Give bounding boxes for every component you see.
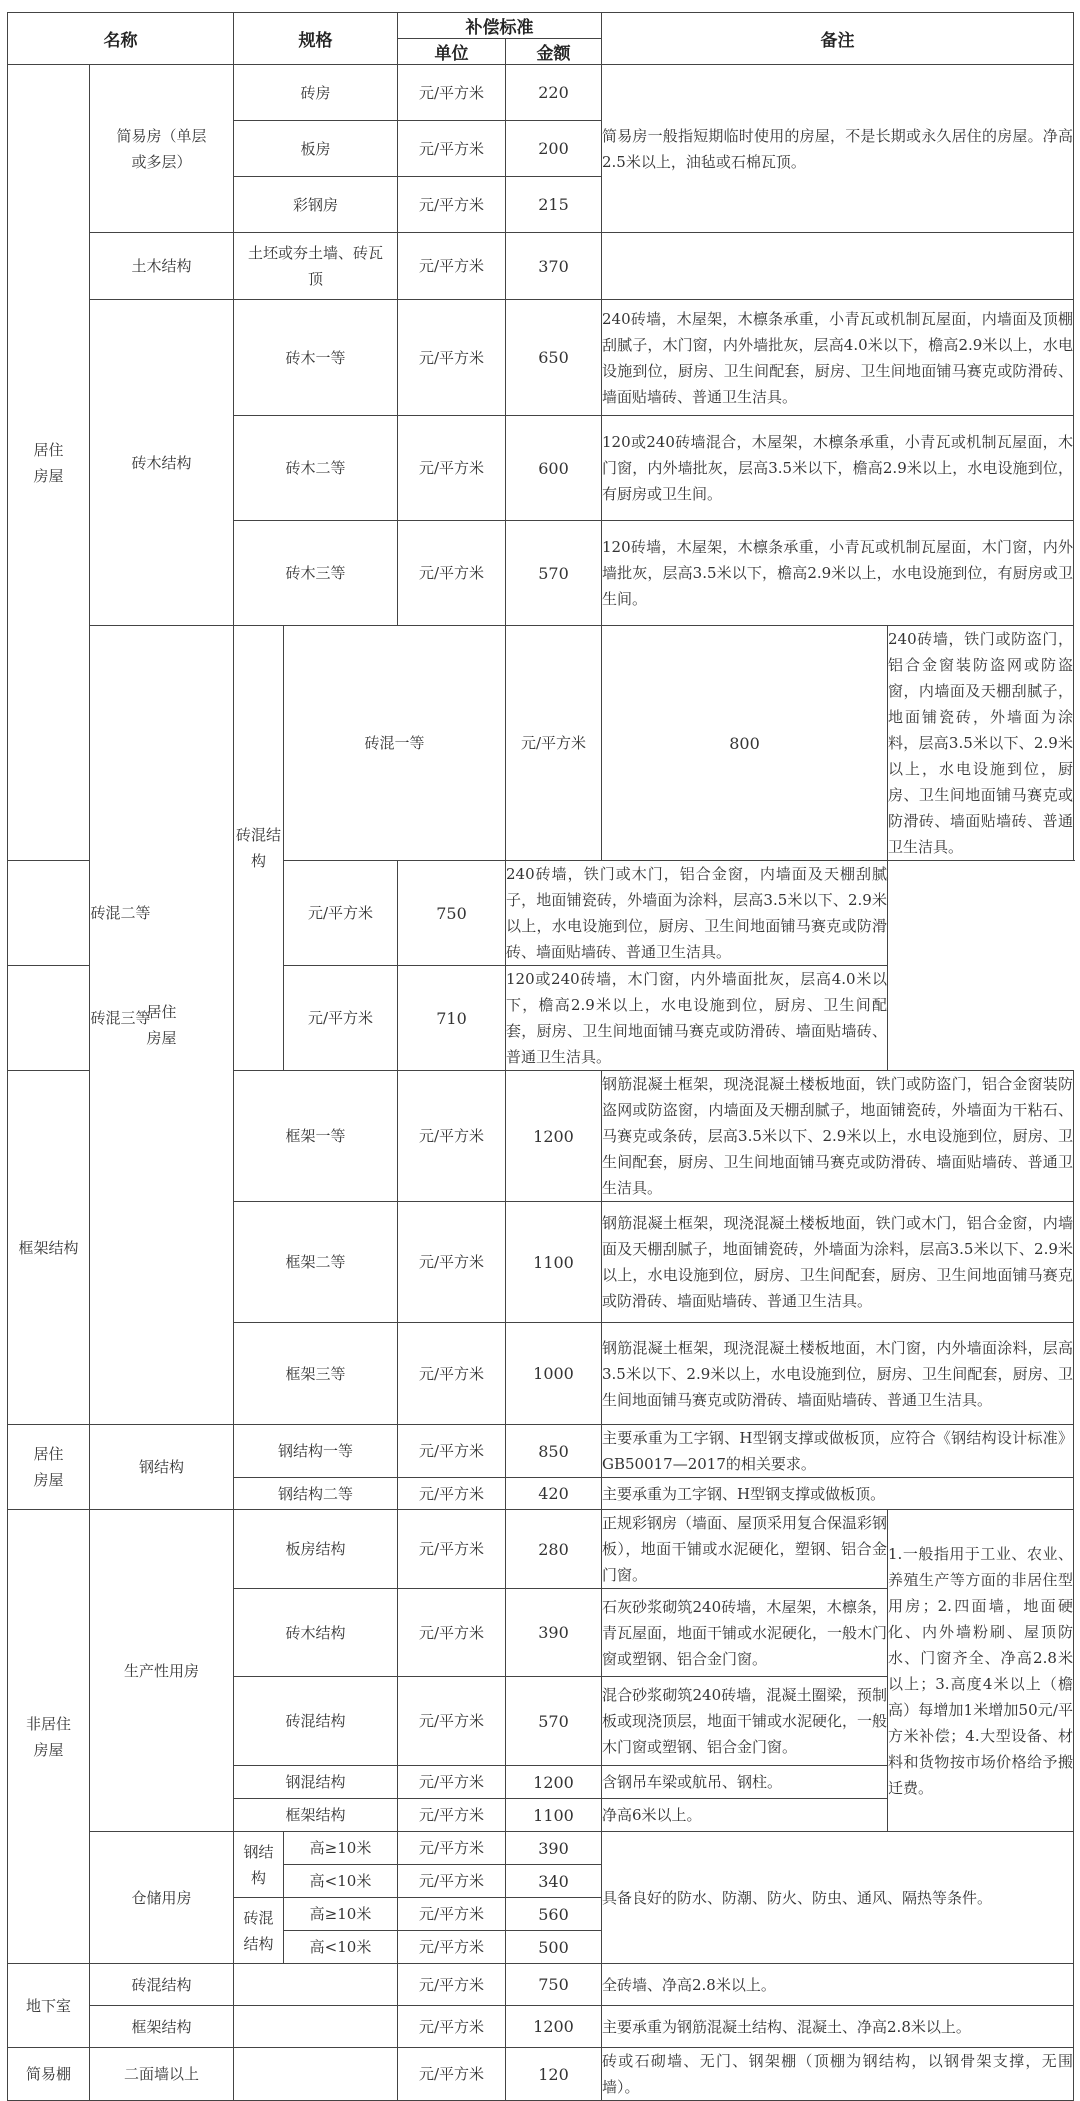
structure-cell: 砖混结构 (234, 1898, 284, 1964)
category-cell: 居住房屋 (8, 65, 90, 861)
table-row (8, 65, 1074, 121)
remark-cell: 正规彩钢房（墙面、屋顶采用复合保温彩钢板），地面干铺或水泥硬化，塑钢、铝合金门窗。 (602, 1510, 888, 1589)
spec-cell: 框架一等 (234, 1071, 398, 1202)
unit-cell: 元/平方米 (398, 1898, 506, 1931)
category-cell: 地下室 (8, 1964, 90, 2048)
spec-cell (234, 1964, 398, 2006)
structure-cell: 钢结构 (234, 1832, 284, 1898)
amount-cell: 390 (506, 1832, 602, 1865)
type-cell: 框架结构 (90, 2006, 234, 2048)
type-cell: 框架结构 (8, 1071, 90, 1425)
unit-cell: 元/平方米 (284, 861, 398, 966)
remark-cell: 含钢吊车梁或航吊、钢柱。 (602, 1766, 888, 1799)
unit-cell: 元/平方米 (398, 1931, 506, 1964)
remark-cell: 全砖墙、净高2.8米以上。 (602, 1964, 1074, 2006)
spec-cell (234, 2048, 398, 2101)
height-cell: 高≥10米 (284, 1898, 398, 1931)
unit-cell: 元/平方米 (506, 626, 602, 861)
amount-cell: 370 (506, 233, 602, 300)
amount-cell: 420 (506, 1478, 602, 1510)
header-remark: 备注 (602, 13, 1074, 65)
unit-cell: 元/平方米 (398, 1589, 506, 1677)
remark-cell: 120砖墙，木屋架，木檩条承重，小青瓦或机制瓦屋面，木门窗，内外墙批灰，层高3.5米以下，檐高2.9米以上，水电设施到位，有厨房或卫生间。 (602, 521, 1074, 626)
category-cell: 居住房屋 (8, 1425, 90, 1510)
unit-cell: 元/平方米 (398, 1071, 506, 1202)
type-cell: 砖混结构 (234, 626, 284, 1071)
spec-cell: 砖木三等 (234, 521, 398, 626)
spec-cell (234, 2006, 398, 2048)
amount-cell: 120 (506, 2048, 602, 2101)
unit-cell: 元/平方米 (398, 1832, 506, 1865)
height-cell: 高<10米 (284, 1931, 398, 1964)
spec-cell: 砖房 (234, 65, 398, 121)
type-cell: 土木结构 (90, 233, 234, 300)
amount-cell: 1100 (506, 1202, 602, 1323)
unit-cell: 元/平方米 (398, 177, 506, 233)
type-cell: 二面墙以上 (90, 2048, 234, 2101)
amount-cell: 800 (602, 626, 888, 861)
unit-cell: 元/平方米 (398, 233, 506, 300)
spec-cell: 框架三等 (234, 1323, 398, 1425)
amount-cell: 1100 (506, 1799, 602, 1832)
remark-cell: 240砖墙，铁门或防盗门，铝合金窗装防盗网或防盗窗，内墙面及天棚刮腻子，地面铺瓷砖，外墙面为涂料，层高3.5米以下、2.9米以上，水电设施到位，厨房、卫生间地面铺马赛克或防滑砖、墙面贴墙砖、普通卫生洁具。 (888, 626, 1074, 861)
remark-cell: 砖或石砌墙、无门、钢架棚（顶棚为钢结构，以钢骨架支撑，无围墙）。 (602, 2048, 1074, 2101)
header-name: 名称 (8, 13, 234, 65)
remark-cell: 混合砂浆砌筑240砖墙，混凝土圈梁，预制板或现浇顶层，地面干铺或水泥硬化，一般木门窗或塑钢、铝合金门窗。 (602, 1677, 888, 1766)
spec-cell: 砖混一等 (284, 626, 506, 861)
unit-cell: 元/平方米 (398, 416, 506, 521)
header-unit: 单位 (398, 39, 506, 65)
unit-cell: 元/平方米 (398, 2048, 506, 2101)
amount-cell: 1200 (506, 1071, 602, 1202)
remark-cell: 具备良好的防水、防潮、防火、防虫、通风、隔热等条件。 (602, 1832, 1074, 1964)
spec-cell: 钢结构二等 (234, 1478, 398, 1510)
amount-cell: 570 (506, 521, 602, 626)
table-row (8, 1832, 1074, 1865)
remark-cell: 240砖墙，铁门或木门，铝合金窗，内墙面及天棚刮腻子，地面铺瓷砖，外墙面为涂料，层高3.5米以下、2.9米以上，水电设施到位，厨房、卫生间地面铺马赛克或防滑砖、墙面贴墙砖、普通卫生洁具。 (506, 861, 888, 966)
table-row (8, 2006, 1074, 2048)
unit-cell: 元/平方米 (398, 1766, 506, 1799)
category-cell: 简易棚 (8, 2048, 90, 2101)
amount-cell: 1000 (506, 1323, 602, 1425)
amount-cell: 220 (506, 65, 602, 121)
unit-cell: 元/平方米 (398, 65, 506, 121)
amount-cell: 200 (506, 121, 602, 177)
unit-cell: 元/平方米 (398, 300, 506, 416)
header-row (8, 13, 1074, 39)
table-row (8, 1425, 1074, 1478)
type-cell: 生产性用房 (90, 1510, 234, 1832)
spec-cell: 土坯或夯土墙、砖瓦顶 (234, 233, 398, 300)
remark-cell: 钢筋混凝土框架，现浇混凝土楼板地面，铁门或防盗门，铝合金窗装防盗网或防盗窗，内墙面及天棚刮腻子，地面铺瓷砖，外墙面为干粘石、马赛克或条砖，层高3.5米以下、2.9米以上，水电设施到位，厨房、卫生间配套，厨房、卫生间地面铺马赛克或防滑砖、墙面贴墙砖、普通卫生洁具。 (602, 1071, 1074, 1202)
remark-cell: 120或240砖墙，木门窗，内外墙面批灰，层高4.0米以下，檐高2.9米以上，水电设施到位，厨房、卫生间配套，厨房、卫生间地面铺马赛克或防滑砖、墙面贴墙砖、普通卫生洁具。 (506, 966, 888, 1071)
amount-cell: 600 (506, 416, 602, 521)
height-cell: 高≥10米 (284, 1832, 398, 1865)
amount-cell: 390 (506, 1589, 602, 1677)
amount-cell: 750 (398, 861, 506, 966)
spec-cell: 砖木二等 (234, 416, 398, 521)
type-cell: 砖木结构 (90, 300, 234, 626)
spec-cell: 框架二等 (234, 1202, 398, 1323)
unit-cell: 元/平方米 (398, 1964, 506, 2006)
unit-cell: 元/平方米 (398, 1478, 506, 1510)
spec-cell: 钢结构一等 (234, 1425, 398, 1478)
type-cell: 简易房（单层或多层） (90, 65, 234, 233)
spec-cell: 板房 (234, 121, 398, 177)
spec-cell: 砖混二等 (8, 861, 234, 966)
table-row (8, 1964, 1074, 2006)
amount-cell: 1200 (506, 2006, 602, 2048)
remark-cell: 主要承重为钢筋混凝土结构、混凝土、净高2.8米以上。 (602, 2006, 1074, 2048)
amount-cell: 1200 (506, 1766, 602, 1799)
table-row (8, 861, 1074, 966)
header-spec: 规格 (234, 13, 398, 65)
unit-cell: 元/平方米 (398, 1510, 506, 1589)
remark-cell: 主要承重为工字钢、H型钢支撑或做板顶，应符合《钢结构设计标准》GB50017—2017的相关要求。 (602, 1425, 1074, 1478)
general-note-cell: 1.一般指用于工业、农业、养殖生产等方面的非居住型用房；2.四面墙，地面硬化、内外墙粉刷、屋顶防水、门窗齐全、净高2.8米以上；3.高度4米以上（檐高）每增加1米增加50元/平方米补偿；4.大型设备、材料和货物按市场价格给予搬迁费。 (888, 1510, 1074, 1832)
unit-cell: 元/平方米 (398, 1865, 506, 1898)
unit-cell: 元/平方米 (398, 1323, 506, 1425)
header-standard: 补偿标准 (398, 13, 602, 39)
remark-cell: 钢筋混凝土框架，现浇混凝土楼板地面，铁门或木门，铝合金窗，内墙面及天棚刮腻子，地面铺瓷砖，外墙面为涂料，层高3.5米以下、2.9米以上，水电设施到位，厨房、卫生间配套，厨房、卫生间地面铺马赛克或防滑砖、墙面贴墙砖、普通卫生洁具。 (602, 1202, 1074, 1323)
remark-cell: 简易房一般指短期临时使用的房屋，不是长期或永久居住的房屋。净高2.5米以上，油毡或石棉瓦顶。 (602, 65, 1074, 233)
remark-cell: 240砖墙，木屋架，木檩条承重，小青瓦或机制瓦屋面，内墙面及顶棚刮腻子，木门窗，内外墙批灰，层高4.0米以下，檐高2.9米以上，水电设施到位，厨房、卫生间配套，厨房、卫生间地面铺马赛克或防滑砖、墙面贴墙砖、普通卫生洁具。 (602, 300, 1074, 416)
category-cell: 居住房屋 (90, 626, 234, 1425)
amount-cell: 710 (398, 966, 506, 1071)
type-cell: 仓储用房 (90, 1832, 234, 1964)
table-row (8, 300, 1074, 416)
amount-cell: 570 (506, 1677, 602, 1766)
unit-cell: 元/平方米 (398, 1425, 506, 1478)
amount-cell: 500 (506, 1931, 602, 1964)
spec-cell: 砖木结构 (234, 1589, 398, 1677)
spec-cell: 砖木一等 (234, 300, 398, 416)
amount-cell: 850 (506, 1425, 602, 1478)
table-row (8, 1510, 1074, 1589)
table-row (8, 233, 1074, 300)
amount-cell: 215 (506, 177, 602, 233)
spec-cell: 框架结构 (234, 1799, 398, 1832)
remark-cell: 120或240砖墙混合，木屋架，木檩条承重，小青瓦或机制瓦屋面，木门窗，内外墙批灰，层高3.5米以下，檐高2.9米以上，水电设施到位，有厨房或卫生间。 (602, 416, 1074, 521)
table-row (8, 626, 1074, 861)
category-cell: 非居住房屋 (8, 1510, 90, 1964)
remark-cell: 石灰砂浆砌筑240砖墙，木屋架，木檩条，青瓦屋面，地面干铺或水泥硬化，一般木门窗或塑钢、铝合金门窗。 (602, 1589, 888, 1677)
spec-cell: 彩钢房 (234, 177, 398, 233)
height-cell: 高<10米 (284, 1865, 398, 1898)
remark-cell: 钢筋混凝土框架，现浇混凝土楼板地面，木门窗，内外墙面涂料，层高3.5米以下、2.9米以上，水电设施到位，厨房、卫生间配套，厨房、卫生间地面铺马赛克或防滑砖、墙面贴墙砖、普通卫生洁具。 (602, 1323, 1074, 1425)
unit-cell: 元/平方米 (398, 121, 506, 177)
type-cell: 钢结构 (90, 1425, 234, 1510)
unit-cell: 元/平方米 (398, 1677, 506, 1766)
spec-cell: 钢混结构 (234, 1766, 398, 1799)
remark-cell: 主要承重为工字钢、H型钢支撑或做板顶。 (602, 1478, 1074, 1510)
unit-cell: 元/平方米 (284, 966, 398, 1071)
header-amount: 金额 (506, 39, 602, 65)
spec-cell: 砖混三等 (8, 966, 234, 1071)
unit-cell: 元/平方米 (398, 1799, 506, 1832)
amount-cell: 280 (506, 1510, 602, 1589)
amount-cell: 560 (506, 1898, 602, 1931)
amount-cell: 750 (506, 1964, 602, 2006)
spec-cell: 板房结构 (234, 1510, 398, 1589)
type-cell: 砖混结构 (90, 1964, 234, 2006)
remark-cell (602, 233, 1074, 300)
amount-cell: 340 (506, 1865, 602, 1898)
unit-cell: 元/平方米 (398, 521, 506, 626)
remark-cell: 净高6米以上。 (602, 1799, 888, 1832)
table-row (8, 2048, 1074, 2101)
unit-cell: 元/平方米 (398, 2006, 506, 2048)
unit-cell: 元/平方米 (398, 1202, 506, 1323)
compensation-table (7, 12, 1074, 2101)
spec-cell: 砖混结构 (234, 1677, 398, 1766)
amount-cell: 650 (506, 300, 602, 416)
